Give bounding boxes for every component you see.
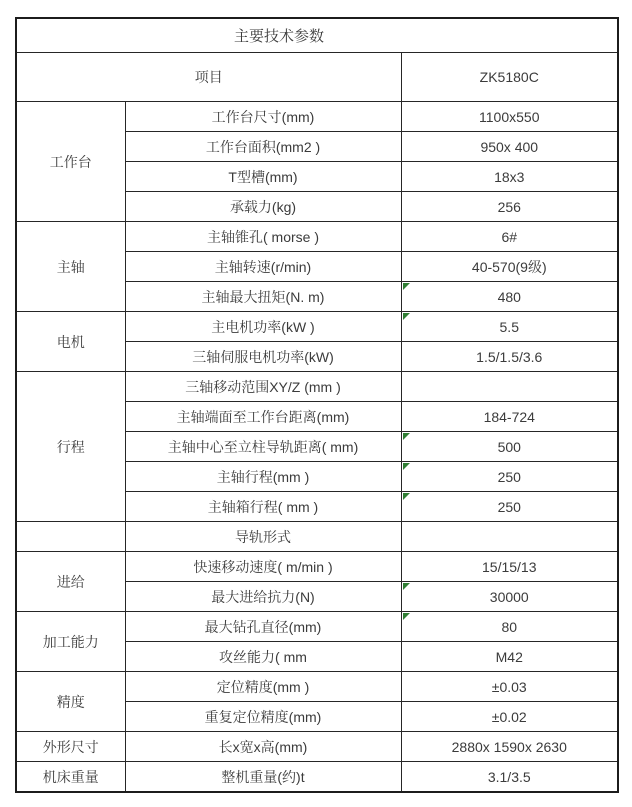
param-cell: 工作台尺寸(mm) xyxy=(125,102,401,132)
comment-flag-icon xyxy=(403,583,410,590)
group-label-cell: 电机 xyxy=(16,312,125,372)
value-text: 5.5 xyxy=(499,318,519,335)
param-cell: 工作台面积(mm2 ) xyxy=(125,132,401,162)
spec-table xyxy=(15,17,619,793)
table-title-row xyxy=(16,18,618,53)
param-cell: 承载力(kg) xyxy=(125,192,401,222)
value-cell xyxy=(401,342,618,372)
value-cell xyxy=(401,102,618,132)
value-cell xyxy=(401,552,618,582)
param-cell: 主轴端面至工作台距离(mm) xyxy=(125,402,401,432)
group-label-cell: 主轴 xyxy=(16,222,125,312)
value-text: 2880x 1590x 2630 xyxy=(451,738,567,755)
table-title: 主要技术参数 xyxy=(234,28,325,45)
table-row xyxy=(16,372,618,402)
param-cell: 主轴行程(mm ) xyxy=(125,462,401,492)
group-label-cell: 工作台 xyxy=(16,102,125,222)
param-cell: 主电机功率(kW ) xyxy=(125,312,401,342)
comment-flag-icon xyxy=(403,313,410,320)
param-cell: 主轴中心至立柱导轨距离( mm) xyxy=(125,432,401,462)
table-row xyxy=(16,762,618,793)
value-text: 80 xyxy=(501,618,518,635)
value-cell xyxy=(401,432,618,462)
value-text: 6# xyxy=(501,228,518,245)
table-row xyxy=(16,222,618,252)
param-cell: 导轨形式 xyxy=(125,522,401,552)
value-cell xyxy=(401,462,618,492)
value-text: 256 xyxy=(497,198,521,215)
value-cell xyxy=(401,192,618,222)
group-label-cell: 机床重量 xyxy=(16,762,125,793)
group-label-cell: 进给 xyxy=(16,552,125,612)
spec-table-body xyxy=(16,18,618,792)
comment-flag-icon xyxy=(403,493,410,500)
value-text: 480 xyxy=(497,288,521,305)
param-cell: 三轴移动范围XY/Z (mm ) xyxy=(125,372,401,402)
value-text: 3.1/3.5 xyxy=(487,768,531,785)
param-cell: 三轴伺服电机功率(kW) xyxy=(125,342,401,372)
table-row xyxy=(16,732,618,762)
value-cell xyxy=(401,312,618,342)
model-header-cell: ZK5180C xyxy=(401,53,618,102)
param-cell: 长x宽x高(mm) xyxy=(125,732,401,762)
value-text: 15/15/13 xyxy=(482,558,537,575)
group-label-cell xyxy=(16,522,125,552)
table-row xyxy=(16,312,618,342)
value-cell xyxy=(401,402,618,432)
value-text: 30000 xyxy=(489,588,529,605)
item-header-cell: 项目 xyxy=(16,53,401,102)
value-text: 18x3 xyxy=(494,168,525,185)
param-cell: 主轴箱行程( mm ) xyxy=(125,492,401,522)
value-cell xyxy=(401,642,618,672)
value-text: 184-724 xyxy=(483,408,535,425)
value-text: M42 xyxy=(495,648,523,665)
param-cell: 重复定位精度(mm) xyxy=(125,702,401,732)
value-text: 250 xyxy=(497,498,521,515)
param-cell: 主轴最大扭矩(N. m) xyxy=(125,282,401,312)
param-cell: T型槽(mm) xyxy=(125,162,401,192)
group-label-cell: 行程 xyxy=(16,372,125,522)
value-cell xyxy=(401,672,618,702)
group-label-cell: 加工能力 xyxy=(16,612,125,672)
comment-flag-icon xyxy=(403,283,410,290)
comment-flag-icon xyxy=(403,463,410,470)
value-cell xyxy=(401,732,618,762)
group-label-cell: 外形尺寸 xyxy=(16,732,125,762)
value-text: 1.5/1.5/3.6 xyxy=(476,348,543,365)
value-text: 950x 400 xyxy=(480,138,539,155)
value-cell xyxy=(401,762,618,793)
param-cell: 最大进给抗力(N) xyxy=(125,582,401,612)
comment-flag-icon xyxy=(403,433,410,440)
table-row xyxy=(16,102,618,132)
value-cell xyxy=(401,252,618,282)
param-cell: 主轴转速(r/min) xyxy=(125,252,401,282)
value-text: ±0.03 xyxy=(491,678,527,695)
value-cell xyxy=(401,492,618,522)
value-text: 40-570(9级) xyxy=(471,258,547,275)
param-cell: 主轴锥孔( morse ) xyxy=(125,222,401,252)
table-header-row xyxy=(16,53,618,102)
value-cell xyxy=(401,702,618,732)
value-text: 1100x550 xyxy=(479,108,540,125)
param-cell: 快速移动速度( m/min ) xyxy=(125,552,401,582)
value-text: 500 xyxy=(497,438,521,455)
param-cell: 攻丝能力( mm xyxy=(125,642,401,672)
value-cell xyxy=(401,222,618,252)
table-row xyxy=(16,612,618,642)
param-cell: 定位精度(mm ) xyxy=(125,672,401,702)
group-label-cell: 精度 xyxy=(16,672,125,732)
value-cell xyxy=(401,612,618,642)
value-text: ±0.02 xyxy=(491,708,527,725)
value-cell xyxy=(401,162,618,192)
param-cell: 最大钻孔直径(mm) xyxy=(125,612,401,642)
table-row xyxy=(16,672,618,702)
value-cell xyxy=(401,132,618,162)
value-cell xyxy=(401,582,618,612)
value-text: 250 xyxy=(497,468,521,485)
value-cell xyxy=(401,372,618,402)
table-row xyxy=(16,552,618,582)
table-title-cell xyxy=(16,18,618,53)
value-cell xyxy=(401,522,618,552)
comment-flag-icon xyxy=(403,613,410,620)
param-cell: 整机重量(约)t xyxy=(125,762,401,793)
table-row xyxy=(16,522,618,552)
value-cell xyxy=(401,282,618,312)
